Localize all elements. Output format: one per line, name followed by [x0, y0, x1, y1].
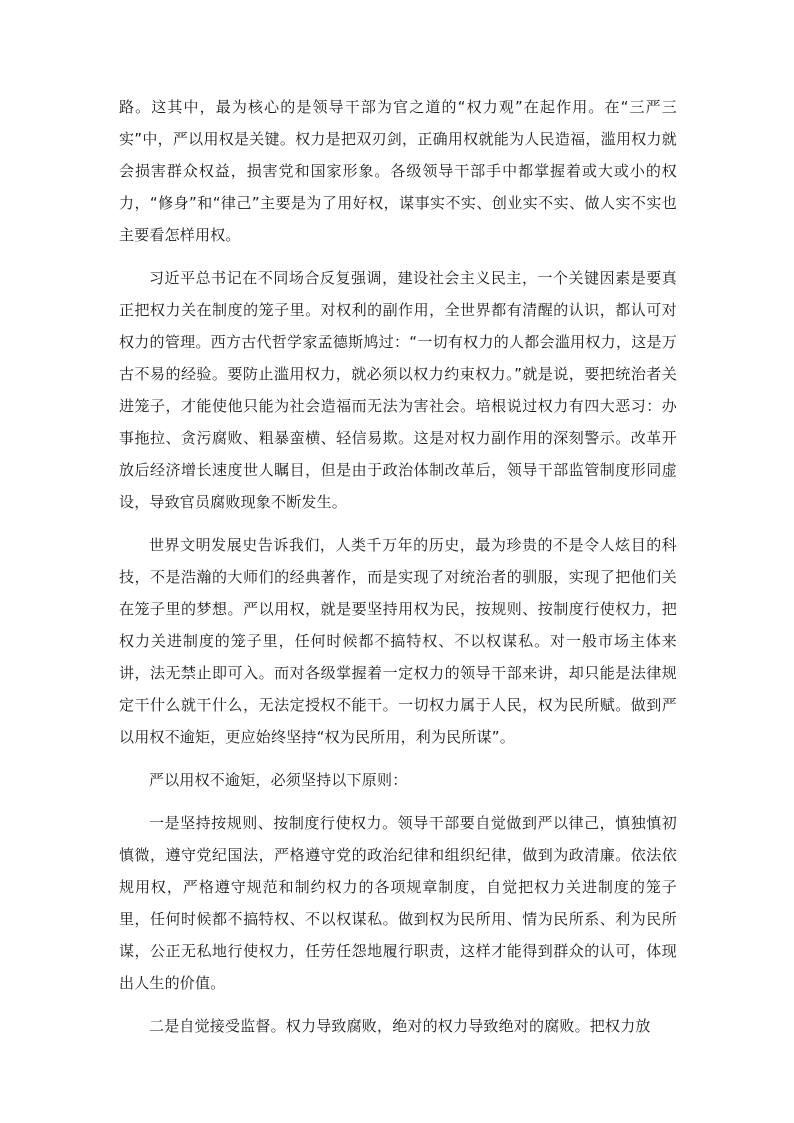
paragraph-6: 二是自觉接受监督。权力导致腐败，绝对的权力导致绝对的腐败。把权力放 [149, 1017, 651, 1035]
document-body [119, 91, 677, 1053]
paragraph-4: 严以用权不逾矩，必须坚持以下原则： [149, 771, 408, 789]
paragraph-1: 路。这其中，最为核心的是领导干部为官之道的“权力观”在起作用。在“三严三实”中，严以用权是关键。权力是把双刃剑，正确用权就能为人民造福，滥用权力就会损害群众权益，损害党和国家形象。各级领导干部手中都掌握着或大或小的权力，“修身”和“律己”主要是为了用好权，谋事实不实、创业实不实、做人实不实也主要看怎样用权。 [119, 98, 677, 244]
paragraph-3: 世界文明发展史告诉我们，人类千万年的历史，最为珍贵的不是令人炫目的科技，不是浩瀚的大师们的经典著作，而是实现了对统治者的驯服，实现了把他们关在笼子里的梦想。严以用权，就是要坚持用权为民，按规则、按制度行使权力，把权力关进制度的笼子里，任何时候都不搞特权、不以权谋私。对一般市场主体来讲，法无禁止即可入。而对各级掌握着一定权力的领导干部来讲，却只能是法律规定干什么就干什么，无法定授权不能干。一切权力属于人民，权为民所赋。做到严以用权不逾矩，更应始终坚持“权为民所用，利为民所谋”。 [119, 536, 677, 746]
paragraph-5: 一是坚持按规则、按制度行使权力。领导干部要自觉做到严以律己，慎独慎初慎微，遵守党纪国法，严格遵守党的政治纪律和组织纪律，做到为政清廉。依法依规用权，严格遵守规范和制约权力的各项规章制度，自觉把权力关进制度的笼子里，任何时候都不搞特权、不以权谋私。做到权为民所用、情为民所系、利为民所谋，公正无私地行使权力，任劳任怨地履行职责，这样才能得到群众的认可，体现出人生的价值。 [119, 814, 677, 992]
paragraph-2: 习近平总书记在不同场合反复强调，建设社会主义民主，一个关键因素是要真正把权力关在制度的笼子里。对权利的副作用，全世界都有清醒的认识，都认可对权力的管理。西方古代哲学家孟德斯鸠过：“一切有权力的人都会滥用权力，这是万古不易的经验。要防止滥用权力，就必须以权力约束权力。”就是说，要把统治者关进笼子，才能使他只能为社会造福而无法为害社会。培根说过权力有四大恶习：办事拖拉、贪污腐败、粗暴蛮横、轻信易欺。这是对权力副作用的深刻警示。改革开放后经济增长速度世人瞩目，但是由于政治体制改革后，领导干部监管制度形同虚设，导致官员腐败现象不断发生。 [119, 269, 677, 511]
